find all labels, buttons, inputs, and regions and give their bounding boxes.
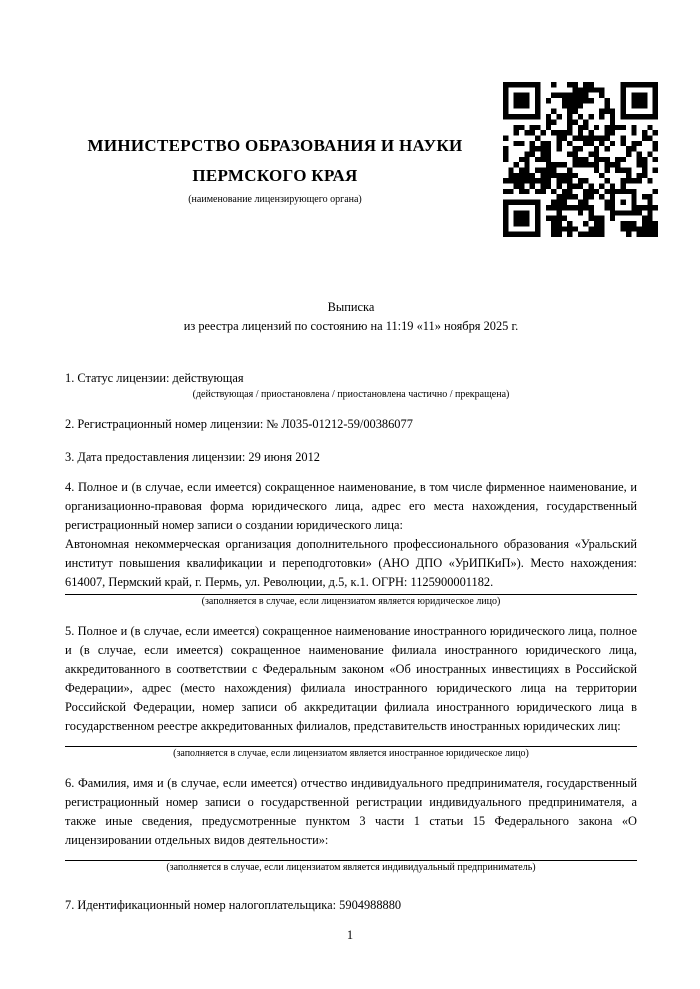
title-block [65, 298, 637, 336]
license-status-note: (действующая / приостановлена / приостановлена частично / прекращена) [192, 389, 510, 400]
license-status-item [65, 369, 637, 401]
ministry-header [63, 131, 487, 206]
document-subtitle: из реестра лицензий по состоянию на 11:19 «11» ноября 2025 г. [183, 319, 519, 333]
legal-entity-item [65, 478, 637, 608]
foreign-entity-item [65, 622, 637, 760]
legal-entity-text: 4. Полное и (в случае, если имеется) сокращенное наименование, в том числе фирменное наименование, и организационно-правовая форма юридического лица, адрес его места нахождения, государственный регистрационный номер записи о создании юридического лица: [65, 480, 637, 532]
taxpayer-number-text: 7. Идентификационный номер налогоплательщика: 5904988880 [65, 898, 402, 912]
ministry-caption: (наименование лицензирующего органа) [188, 194, 362, 205]
entrepreneur-text: 6. Фамилия, имя и (в случае, если имеется) отчество индивидуального предпринимателя, государственный регистрационный номер записи о государственной регистрации индивидуального предпринимателя, а также иные сведения, предусмотренные пунктом 3 части 1 статьи 15 Федерального закона «О лицензировании отдельных видов деятельности»: [65, 776, 637, 847]
license-status-text: 1. Статус лицензии: действующая [65, 371, 244, 385]
legal-entity-value: Автономная некоммерческая организация дополнительного профессионального образования «Уральский институт повышения квалификации и переподготовки» (АНО ДПО «УрИПКиП»). Место нахождения: 614007, Пермский край, г. Пермь, ул. Революции, д.5, к.1. ОГРН: 1125900001182. [65, 537, 637, 589]
entrepreneur-note: (заполняется в случае, если лицензиатом является индивидуальный предприниматель) [166, 862, 536, 873]
taxpayer-number-item [65, 896, 637, 915]
license-grant-date-item [65, 448, 637, 467]
registration-number-text: 2. Регистрационный номер лицензии: № Л035-01212-59/00386077 [65, 417, 413, 431]
document-title: Выписка [327, 300, 375, 314]
page-number: 1 [346, 928, 354, 942]
ministry-name-line1: МИНИСТЕРСТВО ОБРАЗОВАНИЯ И НАУКИ [87, 136, 463, 155]
license-grant-date-text: 3. Дата предоставления лицензии: 29 июня 2012 [65, 450, 321, 464]
document-body [65, 298, 637, 915]
foreign-entity-note: (заполняется в случае, если лицензиатом является иностранное юридическое лицо) [173, 748, 529, 759]
registration-number-item [65, 415, 637, 434]
entrepreneur-item [65, 774, 637, 874]
legal-entity-note: (заполняется в случае, если лицензиатом является юридическое лицо) [201, 596, 501, 607]
qr-code [503, 82, 658, 237]
ministry-name-line2: ПЕРМСКОГО КРАЯ [192, 166, 358, 185]
foreign-entity-text: 5. Полное и (в случае, если имеется) сокращенное наименование иностранного юридического лица, полное и (в случае, если имеется) сокращенное наименование филиала иностранного юридического лица, аккредитованного в соответствии с Федеральным законом «Об иностранных инвестициях в Российской Федерации», адрес (место нахождения) филиала иностранного юридического лица на территории Российской Федерации, номер записи об аккредитации филиала иностранного юридического лица в государственном реестре аккредитованных филиалов, представительств иностранных юридических лиц: [65, 624, 637, 733]
